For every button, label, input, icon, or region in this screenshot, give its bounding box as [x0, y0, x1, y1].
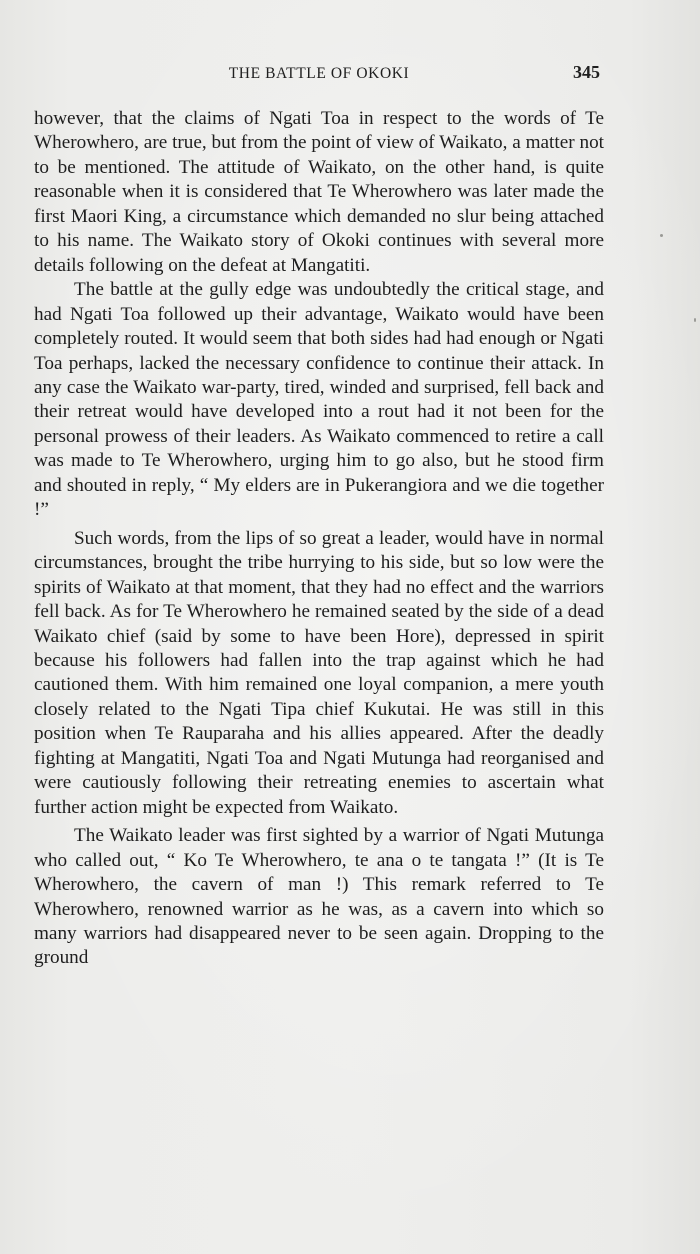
paragraph: The battle at the gully edge was undoubtedly the critical stage, and had Ngati Toa followed up their advantage, Waikato would have been completely routed. It would seem that both sides had had enough or Ngati Toa perhaps, lacked the necessary confidence to continue their attack. In any case the Waikato war-party, tired, winded and surprised, fell back and their retreat would have developed into a rout had it not been for the personal prowess of their leaders. As Waikato commenced to retire a call was made to Te Wherowhero, urging him to go also, but he stood firm and shouted in reply, “ My elders are in Pukerangiora and we die together !”	[34, 279, 604, 521]
paragraph: Such words, from the lips of so great a leader, would have in normal circumstances, brought the tribe hurrying to his side, but so low were the spirits of Waikato at that moment, that they had no effect and the warriors fell back. As for Te Wherowhero he remained seated by the side of a dead Waikato chief (said by some to have been Hore), depressed in spirit because his followers had fallen into the trap against which he had cautioned them. With him remained one loyal companion, a mere youth closely related to the Ngati Tipa chief Kukutai. He was still in this position when Te Rauparaha and his allies appeared. After the deadly fighting at Mangatiti, Ngati Toa and Ngati Mutunga had reorganised and were cautiously following their retreating enemies to ascertain what further action might be expected from Waikato.	[34, 527, 604, 818]
page-header	[34, 62, 604, 88]
paragraph-continuation: however, that the claims of Ngati Toa in respect to the words of Te Wherowhero, are true, but from the point of view of Waikato, a matter not to be mentioned. The attitude of Waikato, on the other hand, is quite reasonable when it is considered that Te Wherowhero was later made the first Maori King, a circumstance which demanded no slur being attached to his name. The Waikato story of Okoki continues with several more details following on the defeat at Mangatiti.	[34, 108, 604, 276]
running-title: THE BATTLE OF OKOKI	[228, 65, 410, 82]
paragraph: The Waikato leader was first sighted by a warrior of Ngati Mutunga who called out, “ Ko Te Wherowhero, te ana o te tangata !” (It is Te Wherowhero, the cavern of man !) This remark referred to Te Wherowhero, renowned warrior as he was, as a cavern into which so many warriors had disappeared never to be seen again. Dropping to the ground	[34, 825, 604, 969]
paper-speck	[694, 318, 696, 322]
paper-speck	[660, 234, 663, 237]
body-text	[34, 107, 604, 971]
page-number: 345	[573, 62, 600, 82]
